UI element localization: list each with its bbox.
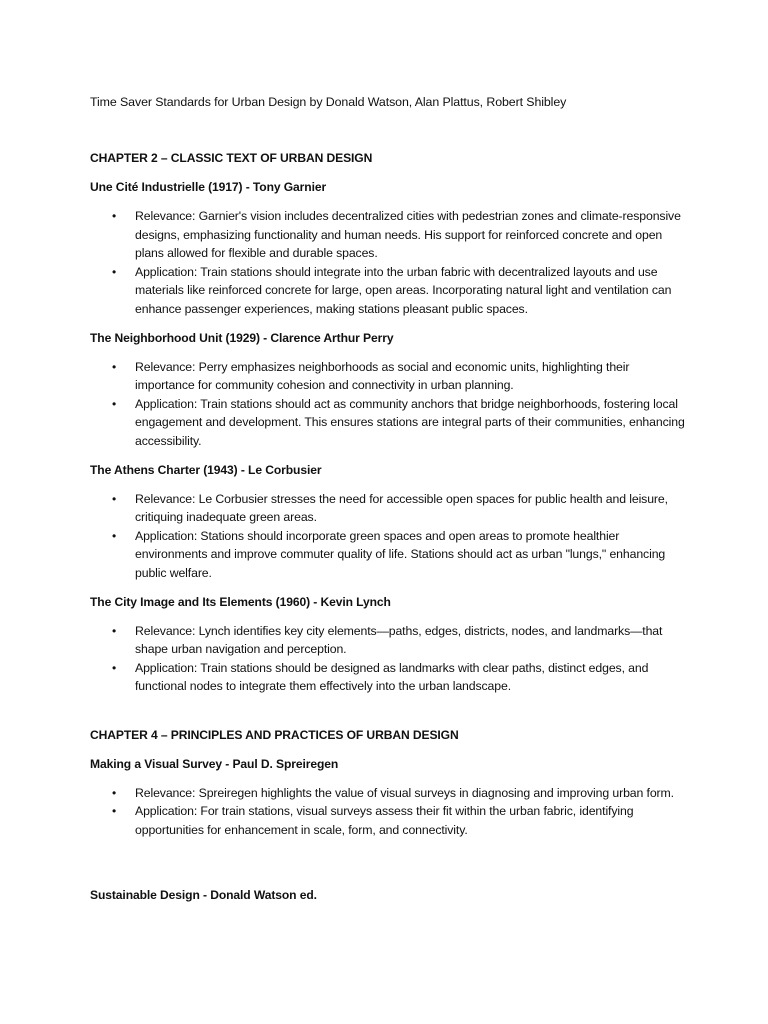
list-item <box>90 784 690 803</box>
document-page <box>90 93 690 904</box>
bullet-text: Application: Train stations should integrate into the urban fabric with decentralized layouts and use materials like reinforced concrete for large, open areas. Incorporating natural light and ventilation can enhance passenger experiences, making stations pleasant public spaces. <box>135 264 672 316</box>
bullet-text: Relevance: Spreiregen highlights the value of visual surveys in diagnosing and improving urban form. <box>135 785 674 800</box>
bullet-text: Application: Train stations should be designed as landmarks with clear paths, distinct edges, and functional nodes to integrate them effectively into the urban landscape. <box>135 660 649 694</box>
bullet-icon: • <box>112 359 117 374</box>
section-heading: The Neighborhood Unit (1929) - Clarence Arthur Perry <box>90 330 394 345</box>
bullet-list <box>90 358 690 451</box>
bullet-text: Relevance: Garnier's vision includes decentralized cities with pedestrian zones and climate-responsive designs, emphasizing functionality and human needs. His support for reinforced concrete and open plans allowed for flexible and durable spaces. <box>135 209 681 261</box>
document-title: Time Saver Standards for Urban Design by Donald Watson, Alan Plattus, Robert Shibley <box>90 95 567 109</box>
bullet-icon: • <box>112 491 117 506</box>
bullet-text: Application: Stations should incorporate green spaces and open areas to promote healthier environments and improve commuter quality of life. Stations should act as urban "lungs," enhancing public welfare. <box>135 528 666 580</box>
list-item <box>90 527 690 583</box>
chapter-heading: CHAPTER 2 – CLASSIC TEXT OF URBAN DESIGN <box>90 151 373 165</box>
bullet-icon: • <box>112 396 117 411</box>
bullet-list <box>90 784 690 840</box>
bullet-list <box>90 490 690 583</box>
bullet-icon: • <box>112 804 117 819</box>
chapter-heading: CHAPTER 4 – PRINCIPLES AND PRACTICES OF URBAN DESIGN <box>90 727 459 742</box>
section-heading: The City Image and Its Elements (1960) - Kevin Lynch <box>90 594 391 609</box>
list-item <box>90 490 690 527</box>
list-item <box>90 263 690 319</box>
section-heading: Making a Visual Survey - Paul D. Spreiregen <box>90 756 339 771</box>
bullet-list <box>90 207 690 319</box>
list-item <box>90 395 690 451</box>
list-item <box>90 207 690 263</box>
bullet-icon: • <box>112 528 117 543</box>
bullet-icon: • <box>112 660 117 675</box>
bullet-icon: • <box>112 264 117 279</box>
list-item <box>90 802 690 839</box>
list-item <box>90 358 690 395</box>
bullet-text: Relevance: Le Corbusier stresses the need for accessible open spaces for public health and leisure, critiquing inadequate green areas. <box>135 491 668 525</box>
bullet-text: Application: For train stations, visual surveys assess their fit within the urban fabric, identifying opportunities for enhancement in scale, form, and connectivity. <box>135 804 634 838</box>
section-heading: The Athens Charter (1943) - Le Corbusier <box>90 462 322 477</box>
bullet-icon: • <box>112 785 117 800</box>
bullet-text: Application: Train stations should act as community anchors that bridge neighborhoods, fostering local engagement and development. This ensures stations are integral parts of their communities, enhancing accessibility. <box>135 396 685 448</box>
bullet-icon: • <box>112 623 117 638</box>
bullet-icon: • <box>112 209 117 223</box>
bullet-text: Relevance: Lynch identifies key city elements—paths, edges, districts, nodes, and landmarks—that shape urban navigation and perception. <box>135 623 663 657</box>
list-item <box>90 622 690 659</box>
bullet-text: Relevance: Perry emphasizes neighborhoods as social and economic units, highlighting their importance for community cohesion and connectivity in urban planning. <box>135 359 630 393</box>
bullet-list <box>90 622 690 696</box>
list-item <box>90 659 690 696</box>
section-heading: Sustainable Design - Donald Watson ed. <box>90 887 317 902</box>
section-heading: Une Cité Industrielle (1917) - Tony Garnier <box>90 180 327 194</box>
